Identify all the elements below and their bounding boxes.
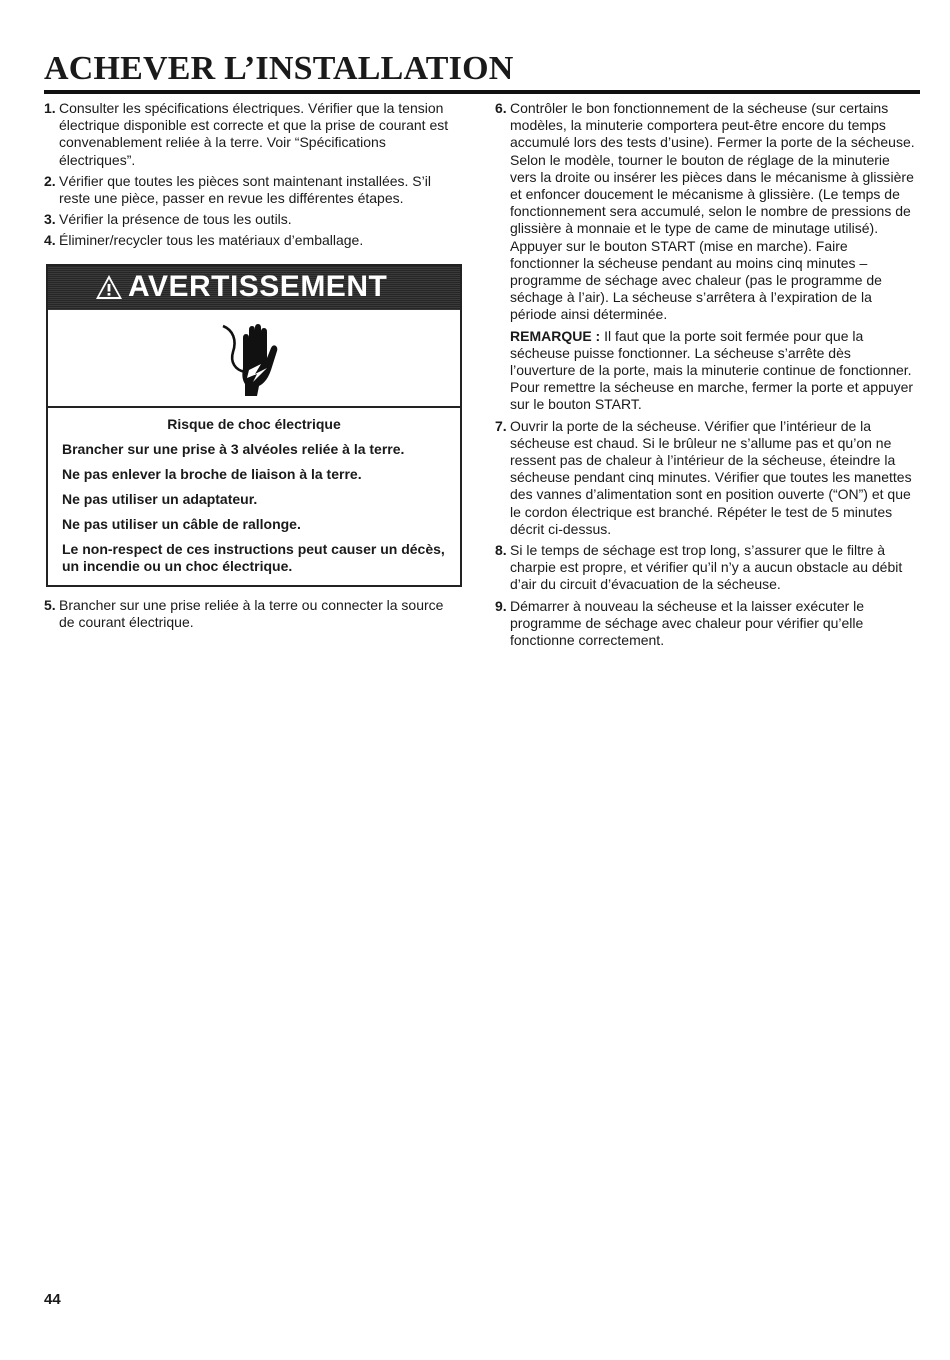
step-text: Contrôler le bon fonctionnement de la sécheuse (sur certains modèles, la minuterie comportera peut-être encore du temps accumulé lors des tests d’usine). Fermer la porte de la sécheuse. Selon le modèle, tourner le bouton de réglage de la minuterie vers la droite ou insérer les pièces dans le mécanisme à glissière et enfoncer doucement le mécanisme à glissière. (Le temps de fonctionnement sera accumulé, selon le nombre de pressions de glissière à monnaie et le type de came de minutage utilisé). Appuyer sur le bouton START (mise en marche). Faire fonctionner la sécheuse pendant au moins cinq minutes – programme de séchage avec chaleur (pas le programme de séchage à l’air). La sécheuse s’arrêtera à l’expiration de la période ainsi déterminée. xyxy=(510,100,915,323)
step-5 xyxy=(44,597,459,631)
step-3 xyxy=(44,211,459,228)
step-2 xyxy=(44,173,459,207)
warning-icon-box xyxy=(48,310,460,408)
title-rule xyxy=(44,90,920,94)
step-number: 1. xyxy=(44,100,56,116)
step-7 xyxy=(495,418,920,538)
step-text: Éliminer/recycler tous les matériaux d’emballage. xyxy=(59,232,364,249)
warning-line: Ne pas utiliser un adaptateur. xyxy=(62,490,258,507)
step-1 xyxy=(44,100,459,169)
step-text: Démarrer à nouveau la sécheuse et la laisser exécuter le programme de séchage avec chaleur pour vérifier qu’elle fonctionne correctement. xyxy=(510,597,865,649)
step-number: 7. xyxy=(495,417,507,434)
right-steps-list xyxy=(495,100,920,649)
warning-box xyxy=(46,264,462,587)
step-number: 3. xyxy=(44,211,56,228)
note-label: REMARQUE : xyxy=(510,327,601,344)
step-number: 6. xyxy=(495,100,507,116)
warning-line: Ne pas utiliser un câble de rallonge. xyxy=(62,515,301,532)
step-4 xyxy=(44,232,459,249)
warning-subtitle: Risque de choc électrique xyxy=(167,415,341,432)
warning-title: AVERTISSEMENT xyxy=(128,270,388,304)
step-text: Ouvrir la porte de la sécheuse. Vérifier que l’intérieur de la sécheuse est chaud. Si le brûleur ne s’allume pas et qu’on ne ressent pas de chaleur à l’intérieur de la sécheuse, éteindre la sécheuse pendant cinq minutes. Vérifier que toutes les manettes des vannes d’alimentation sont en position ouverte (“ON”) et que le cordon électrique est branché. Répéter le test de 5 minutes décrit ci-dessus. xyxy=(510,417,912,537)
step-text: Brancher sur une prise reliée à la terre ou connecter la source de courant électrique. xyxy=(59,596,444,630)
step-number: 8. xyxy=(495,542,507,559)
step-number: 4. xyxy=(44,232,56,249)
page-number: 44 xyxy=(44,1291,61,1308)
step-text: Consulter les spécifications électriques. Vérifier que la tension électrique disponible est correcte et que la prise de courant est convenablement reliée à la terre. Voir “Spécifications électriques”. xyxy=(59,100,449,168)
warning-triangle-icon xyxy=(94,272,124,302)
warning-header xyxy=(48,266,460,310)
note-text: Il faut que la porte soit fermée pour que la sécheuse puisse fonctionner. La sécheuse s’arrête dès l’ouverture de la porte, mais la minuterie continue de fonctionner. Pour remettre la sécheuse en marche, fermer la porte et appuyer sur le bouton START. xyxy=(510,327,914,413)
right-column xyxy=(495,100,920,653)
step-text: Vérifier que toutes les pièces sont maintenant installées. S’il reste une pièce, passer en revue les différentes étapes. xyxy=(59,172,431,207)
step-8 xyxy=(495,542,920,594)
warning-line: Ne pas enlever la broche de liaison à la terre. xyxy=(62,465,362,482)
left-steps-list-continued xyxy=(44,597,459,631)
step-6 xyxy=(495,100,920,414)
electrical-shock-hand-icon xyxy=(219,318,289,398)
step-note xyxy=(510,328,920,414)
left-column xyxy=(44,100,459,635)
step-number: 5. xyxy=(44,596,56,613)
step-number: 9. xyxy=(495,597,507,614)
step-number: 2. xyxy=(44,172,56,189)
warning-line: Brancher sur une prise à 3 alvéoles reliée à la terre. xyxy=(62,440,405,457)
step-text: Si le temps de séchage est trop long, s’assurer que le filtre à charpie est propre, et vérifier qu’il n’y a aucun obstacle au débit d’air du circuit d’évacuation de la sécheuse. xyxy=(510,542,903,593)
step-9 xyxy=(495,598,920,650)
warning-consequence: Le non-respect de ces instructions peut causer un décès, un incendie ou un choc électrique. xyxy=(62,540,445,574)
left-steps-list xyxy=(44,100,459,250)
warning-body xyxy=(48,408,460,585)
step-text: Vérifier la présence de tous les outils. xyxy=(59,211,292,228)
page-title: ACHEVER L’INSTALLATION xyxy=(44,50,514,87)
